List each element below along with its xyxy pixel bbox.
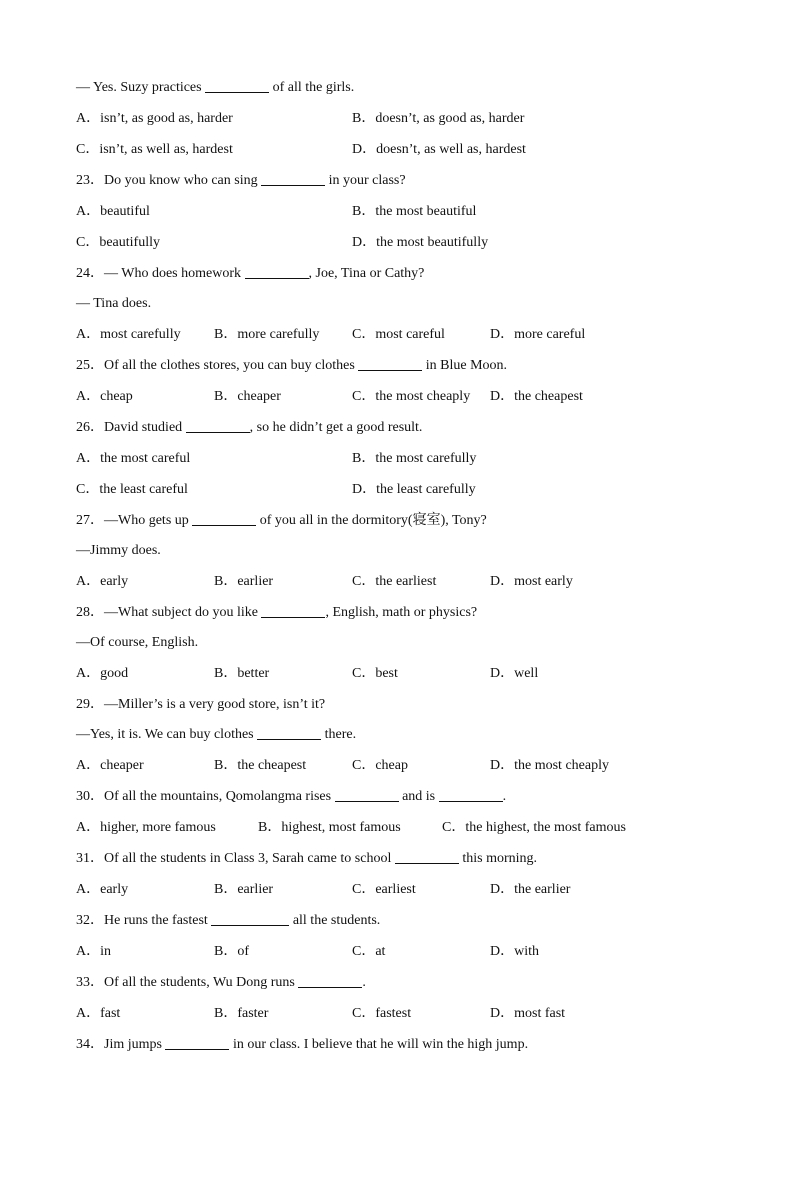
worksheet-page — [76, 72, 716, 1060]
q32-option-d[interactable]: D．with — [490, 944, 539, 959]
q22-options-ab — [76, 103, 716, 134]
q24-question: 24．— Who does homework , Joe, Tina or Cathy? — [76, 266, 425, 281]
q29-question: 29．—Miller’s is a very good store, isn’t it? — [76, 697, 326, 712]
q23-option-a[interactable]: A．beautiful — [76, 204, 150, 219]
q29-option-d[interactable]: D．the most cheaply — [490, 758, 609, 773]
q23-question: 23．Do you know who can sing in your class? — [76, 173, 406, 188]
q32-options — [76, 936, 716, 967]
q26-option-c[interactable]: C．the least careful — [76, 482, 188, 497]
q23-option-c[interactable]: C．beautifully — [76, 235, 160, 250]
q29-option-b[interactable]: B．the cheapest — [214, 758, 307, 773]
q32-option-c[interactable]: C．at — [352, 944, 386, 959]
q31-options — [76, 874, 716, 905]
q22-options-cd — [76, 134, 716, 165]
answer-blank — [205, 78, 269, 93]
q31-question: 31．Of all the students in Class 3, Sarah came to school this morning. — [76, 851, 538, 866]
answer-blank — [335, 787, 399, 802]
q25-option-c[interactable]: C．the most cheaply — [352, 389, 471, 404]
q24-option-a[interactable]: A．most carefully — [76, 327, 181, 342]
q30-question: 30．Of all the mountains, Qomolangma rises and is . — [76, 789, 507, 804]
q32-option-a[interactable]: A．in — [76, 944, 111, 959]
q28-option-d[interactable]: D．well — [490, 666, 539, 681]
q27-answer: —Jimmy does. — [76, 543, 161, 558]
q22-option-a[interactable]: A．isn’t, as good as, harder — [76, 111, 233, 126]
q26-question: 26．David studied , so he didn’t get a good result. — [76, 420, 423, 435]
q34-question: 34．Jim jumps in our class. I believe that he will win the high jump. — [76, 1037, 529, 1052]
q23-option-b[interactable]: B．the most beautiful — [352, 204, 477, 219]
q33-option-b[interactable]: B．faster — [214, 1006, 269, 1021]
q27-question: 27．—Who gets up of you all in the dormitory(寝室), Tony? — [76, 513, 487, 528]
q31-option-c[interactable]: C．earliest — [352, 882, 416, 897]
answer-blank — [261, 171, 325, 186]
q26-options-cd — [76, 474, 716, 505]
answer-blank — [358, 356, 422, 371]
q28-option-a[interactable]: A．good — [76, 666, 129, 681]
q24-answer: — Tina does. — [76, 296, 152, 311]
q32-option-b[interactable]: B．of — [214, 944, 249, 959]
q23-option-d[interactable]: D．the most beautifully — [352, 235, 489, 250]
q31-option-d[interactable]: D．the earlier — [490, 882, 571, 897]
q30-option-b[interactable]: B．highest, most famous — [258, 820, 401, 835]
q24-option-c[interactable]: C．most careful — [352, 327, 445, 342]
q25-question: 25．Of all the clothes stores, you can buy clothes in Blue Moon. — [76, 358, 508, 373]
q24-option-d[interactable]: D．more careful — [490, 327, 586, 342]
q33-option-a[interactable]: A．fast — [76, 1006, 121, 1021]
q30-option-a[interactable]: A．higher, more famous — [76, 820, 216, 835]
q33-options — [76, 998, 716, 1029]
q28-answer: —Of course, English. — [76, 635, 199, 650]
q28-options — [76, 658, 716, 689]
q32-question: 32．He runs the fastest all the students. — [76, 913, 381, 928]
answer-blank — [211, 911, 289, 926]
q27-option-d[interactable]: D．most early — [490, 574, 573, 589]
q26-option-a[interactable]: A．the most careful — [76, 451, 191, 466]
q33-question: 33．Of all the students, Wu Dong runs . — [76, 975, 366, 990]
q28-option-b[interactable]: B．better — [214, 666, 270, 681]
q27-options — [76, 566, 716, 597]
q31-option-a[interactable]: A．early — [76, 882, 129, 897]
q25-options — [76, 381, 716, 412]
answer-blank — [395, 849, 459, 864]
q26-option-b[interactable]: B．the most carefully — [352, 451, 477, 466]
q25-option-a[interactable]: A．cheap — [76, 389, 133, 404]
q27-option-b[interactable]: B．earlier — [214, 574, 274, 589]
answer-blank — [165, 1035, 229, 1050]
q29-options — [76, 750, 716, 781]
q26-option-d[interactable]: D．the least carefully — [352, 482, 476, 497]
q27-option-c[interactable]: C．the earliest — [352, 574, 437, 589]
q31-option-b[interactable]: B．earlier — [214, 882, 274, 897]
q29-option-c[interactable]: C．cheap — [352, 758, 408, 773]
q22-option-d[interactable]: D．doesn’t, as well as, hardest — [352, 142, 526, 157]
q30-options — [76, 812, 716, 843]
q23-options-cd — [76, 227, 716, 258]
q25-option-b[interactable]: B．cheaper — [214, 389, 281, 404]
q30-option-c[interactable]: C．the highest, the most famous — [442, 820, 626, 835]
q26-options-ab — [76, 443, 716, 474]
q28-option-c[interactable]: C．best — [352, 666, 398, 681]
q27-option-a[interactable]: A．early — [76, 574, 129, 589]
q23-options-ab — [76, 196, 716, 227]
answer-blank — [298, 973, 362, 988]
q33-option-d[interactable]: D．most fast — [490, 1006, 566, 1021]
q24-options — [76, 319, 716, 350]
answer-blank — [261, 603, 325, 618]
answer-blank — [192, 511, 256, 526]
answer-blank — [186, 418, 250, 433]
answer-blank — [245, 264, 309, 279]
q29-option-a[interactable]: A．cheaper — [76, 758, 144, 773]
q28-question: 28．—What subject do you like , English, math or physics? — [76, 605, 478, 620]
answer-blank — [439, 787, 503, 802]
q29-answer: —Yes, it is. We can buy clothes there. — [76, 727, 357, 742]
q22-answer: — Yes. Suzy practices of all the girls. — [76, 80, 355, 95]
answer-blank — [257, 725, 321, 740]
q22-option-c[interactable]: C．isn’t, as well as, hardest — [76, 142, 233, 157]
q25-option-d[interactable]: D．the cheapest — [490, 389, 583, 404]
q22-option-b[interactable]: B．doesn’t, as good as, harder — [352, 111, 525, 126]
q33-option-c[interactable]: C．fastest — [352, 1006, 412, 1021]
q24-option-b[interactable]: B．more carefully — [214, 327, 320, 342]
